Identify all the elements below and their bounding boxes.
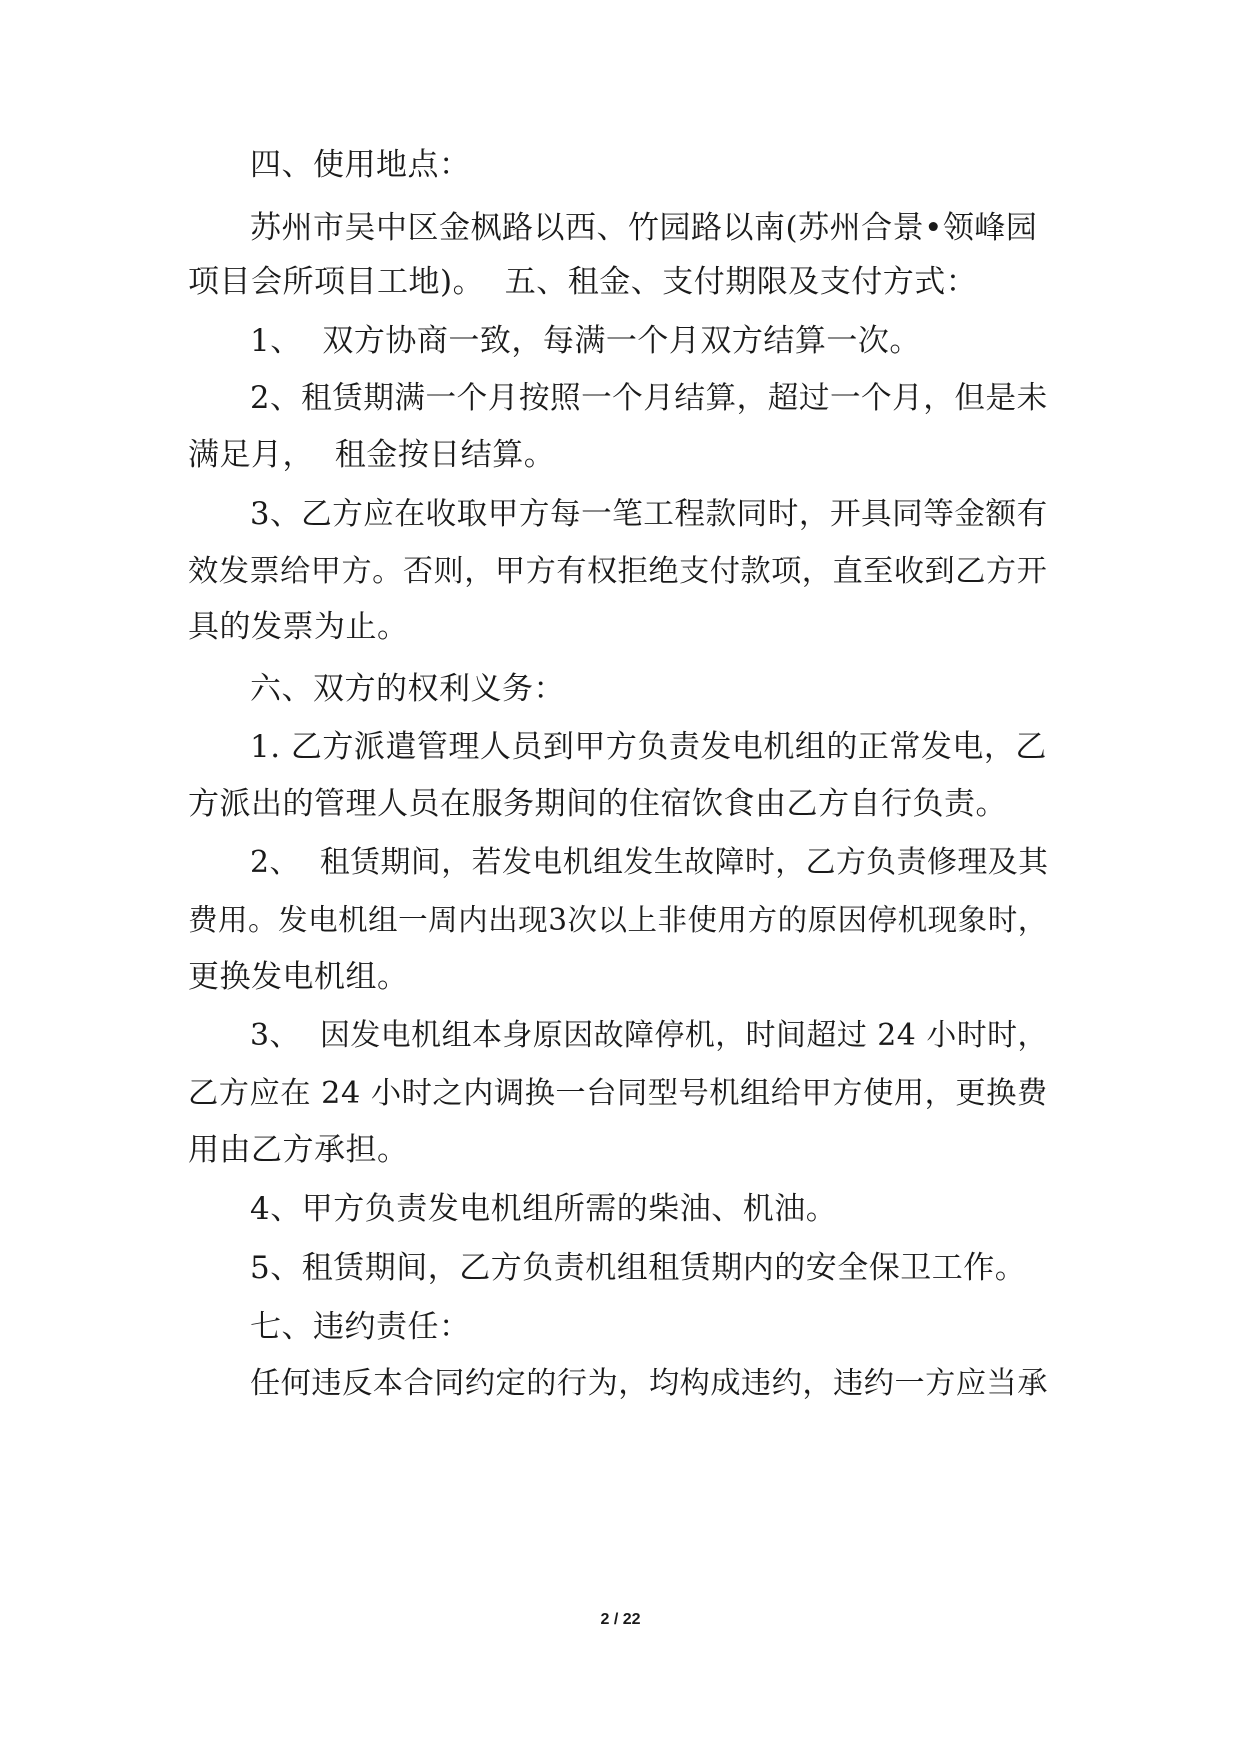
- text-line: 方派出的管理人员在服务期间的住宿饮食由乙方自行负责。: [188, 786, 1007, 822]
- text-line: 4、甲方负责发电机组所需的柴油、机油。: [250, 1191, 838, 1227]
- text-line: 具的发票为止。: [188, 609, 409, 645]
- text-line: 六、双方的权利义务：: [250, 671, 565, 707]
- text-line: 四、使用地点：: [250, 147, 471, 183]
- text-line: 费用。发电机组一周内出现3次以上非使用方的原因停机现象时，: [188, 903, 1048, 937]
- page-number: 2 / 22: [600, 1611, 641, 1628]
- text-line: 2、 租赁期间，若发电机组发生故障时，乙方负责修理及其: [250, 845, 1049, 880]
- text-line: 任何违反本合同约定的行为，均构成违约，违约一方应当承: [250, 1366, 1048, 1401]
- text-line: 1. 乙方派遣管理人员到甲方负责发电机组的正常发电，乙: [250, 729, 1047, 765]
- text-line: 3、 因发电机组本身原因故障停机，时间超过 24 小时时，: [250, 1018, 1048, 1053]
- text-line: 效发票给甲方。否则，甲方有权拒绝支付款项，直至收到乙方开: [188, 554, 1048, 589]
- text-line: 更换发电机组。: [188, 959, 409, 995]
- text-line: 苏州市吴中区金枫路以西、竹园路以南(苏州合景•领峰园: [250, 210, 1038, 246]
- text-line: 3、乙方应在收取甲方每一笔工程款同时，开具同等金额有: [250, 497, 1048, 532]
- text-line: 七、违约责任：: [250, 1309, 471, 1345]
- text-line: 乙方应在 24 小时之内调换一台同型号机组给甲方使用，更换费: [188, 1076, 1048, 1111]
- text-line: 满足月， 租金按日结算。: [188, 437, 556, 473]
- text-line: 用由乙方承担。: [188, 1132, 409, 1168]
- text-line: 项目会所项目工地)。 五、租金、支付期限及支付方式：: [188, 264, 978, 300]
- text-line: 5、租赁期间，乙方负责机组租赁期内的安全保卫工作。: [250, 1250, 1027, 1286]
- text-line: 1、 双方协商一致，每满一个月双方结算一次。: [250, 323, 921, 359]
- text-line: 2、租赁期满一个月按照一个月结算，超过一个月，但是未: [250, 381, 1048, 416]
